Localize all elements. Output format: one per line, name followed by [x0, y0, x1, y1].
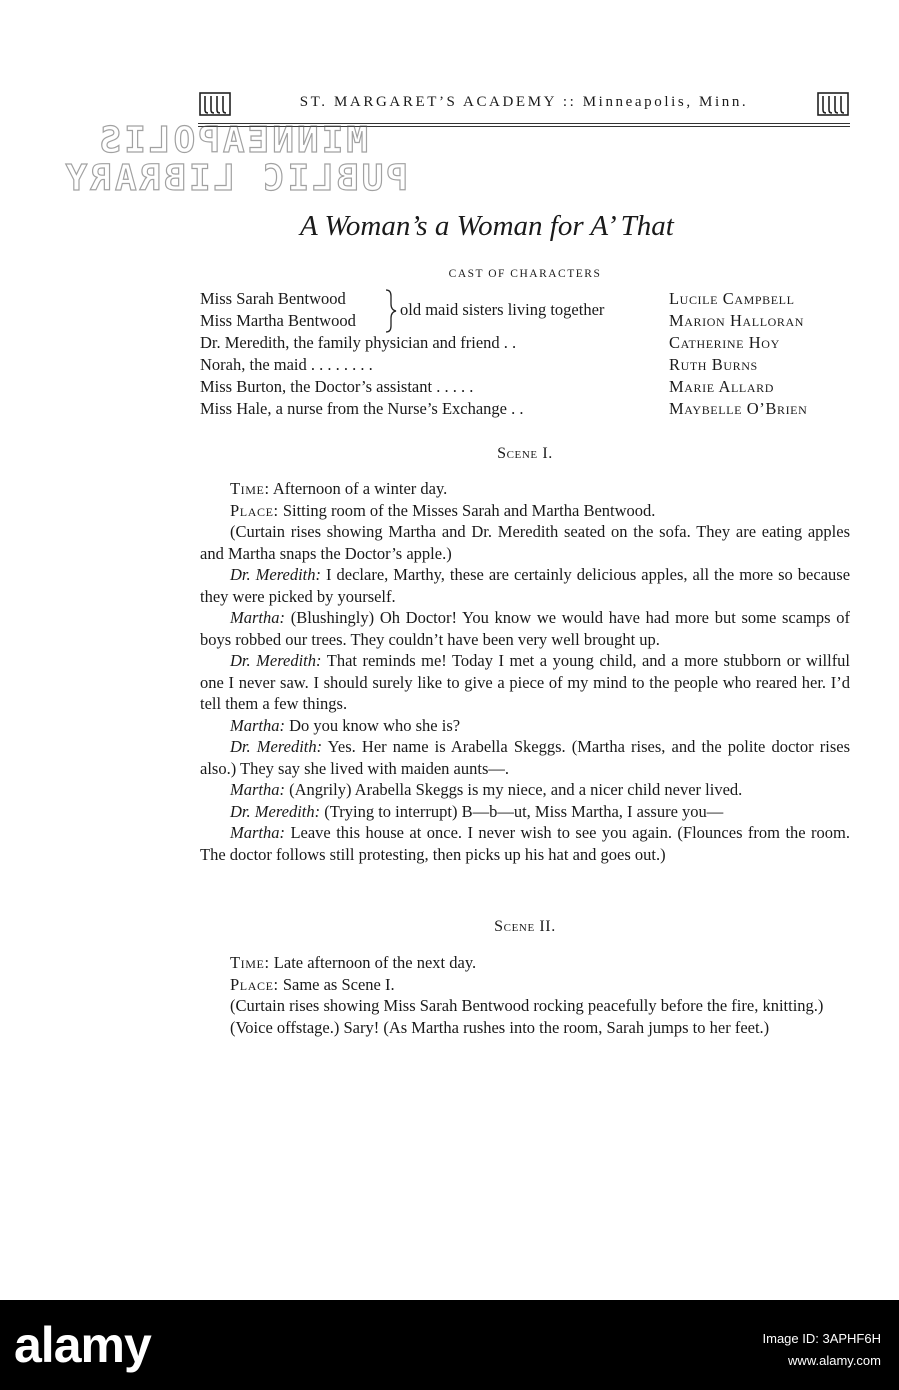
dialogue-line: Dr. Meredith: That reminds me! Today I met a young child, and a more stubborn or willful one I never saw. I should surely like to give a piece of my mind to the people who reared her. I’d tell them a few things.: [200, 651, 851, 713]
brace-note: old maid sisters living together: [400, 300, 605, 319]
scene-text: [200, 478, 850, 865]
brace-icon: [384, 288, 398, 334]
cast-actor: Catherine Hoy: [669, 333, 780, 352]
cast-role: Miss Martha Bentwood: [200, 311, 356, 330]
watermark-bar: [0, 1300, 899, 1390]
stage-direction: Time: Afternoon of a winter day.: [230, 479, 448, 498]
dialogue-line: Martha: (Blushingly) Oh Doctor! You know we would have had more but some scamps of boys robbed our trees. They couldn’t have been very well brought up.: [200, 608, 851, 649]
scene-text: [200, 952, 850, 1038]
cast-role: Miss Hale, a nurse from the Nurse’s Exchange . .: [200, 399, 524, 418]
image-id: Image ID: 3APHF6H: [762, 1331, 881, 1346]
scene-heading: Scene II.: [494, 918, 556, 935]
ornament-icon: [198, 90, 232, 118]
cast-role: Miss Sarah Bentwood: [200, 289, 346, 308]
cast-role: Dr. Meredith, the family physician and friend . .: [200, 333, 517, 352]
dialogue-line: Dr. Meredith: (Trying to interrupt) B—b—ut, Miss Martha, I assure you—: [230, 801, 724, 821]
dialogue-line: Dr. Meredith: Yes. Her name is Arabella Skeggs. (Martha rises, and the polite doctor rises also.) They say she lived with maiden aunts—.: [200, 737, 851, 778]
image-code: [763, 1328, 882, 1372]
stage-direction: Place: Sitting room of the Misses Sarah and Martha Bentwood.: [230, 500, 656, 520]
cast-actor: Marie Allard: [669, 377, 774, 396]
header-title: ST. MARGARET’S ACADEMY :: Minneapolis, Minn.: [299, 94, 749, 110]
dialogue-line: Dr. Meredith: I declare, Marthy, these are certainly delicious apples, all the more so because they were picked by yourself.: [200, 565, 851, 606]
stage-direction: (Voice offstage.) Sary! (As Martha rushes into the room, Sarah jumps to her feet.): [230, 1017, 770, 1037]
scene-heading: Scene I.: [497, 445, 553, 462]
dialogue-line: Martha: Leave this house at once. I never wish to see you again. (Flounces from the room. The doctor follows still protesting, then picks up his hat and goes out.): [200, 823, 851, 864]
dialogue-line: Martha: (Angrily) Arabella Skeggs is my niece, and a nicer child never lived.: [230, 780, 743, 799]
cast-role: Norah, the maid . . . . . . . .: [200, 355, 373, 374]
cast-actor: Lucile Campbell: [669, 289, 795, 308]
cast-heading: CAST OF CHARACTERS: [448, 268, 602, 280]
cast-actor: Maybelle O’Brien: [669, 399, 808, 418]
site-url: www.alamy.com: [788, 1353, 881, 1368]
stage-direction: Time: Late afternoon of the next day.: [230, 953, 477, 972]
dialogue-line: Martha: Do you know who she is?: [230, 715, 461, 735]
cast-actor: Marion Halloran: [669, 311, 805, 330]
stamp-line: PUBLIC LIBRARY: [62, 158, 408, 199]
brand-logo: alamy: [14, 1317, 151, 1373]
stamp-line: MINNEAPOLIS: [96, 120, 368, 161]
stage-direction: (Curtain rises showing Miss Sarah Bentwood rocking peacefully before the fire, knitting.): [230, 996, 824, 1015]
play-title: A Woman’s a Woman for A’ That: [300, 210, 674, 242]
ornament-icon: [816, 90, 850, 118]
stage-direction: (Curtain rises showing Martha and Dr. Meredith seated on the sofa. They are eating apples and Martha snaps the Doctor’s apple.): [200, 522, 850, 563]
cast-actor: Ruth Burns: [669, 355, 758, 374]
cast-role: Miss Burton, the Doctor’s assistant . . . . .: [200, 377, 474, 396]
stage-direction: Place: Same as Scene I.: [230, 974, 395, 994]
